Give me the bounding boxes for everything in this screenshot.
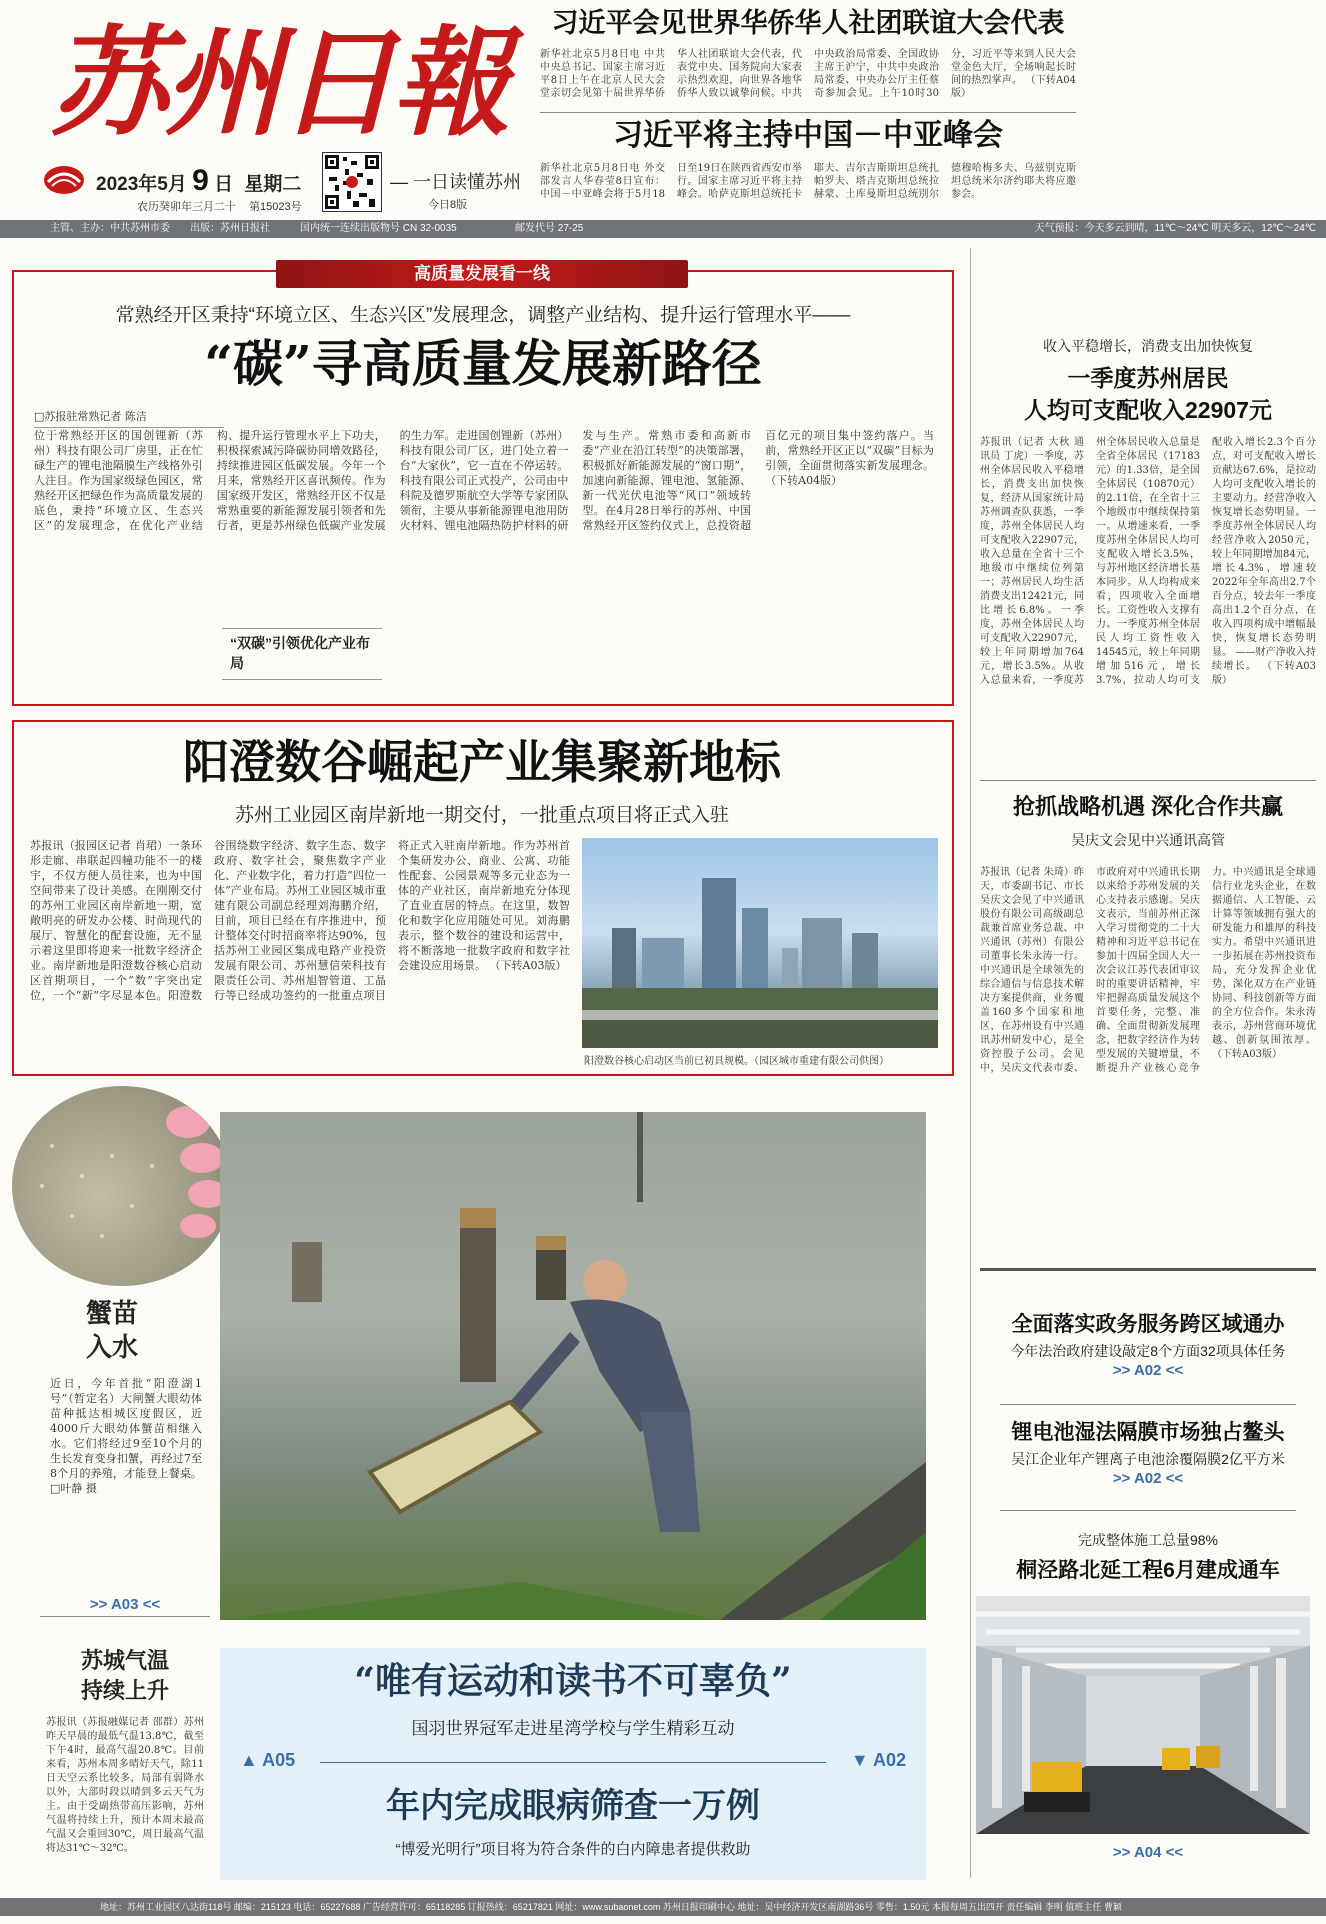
income-body: [980, 436, 1316, 766]
weather-body: 苏报讯（苏报融媒记者 邵群）苏州昨天早晨的最低气温13.8℃，截至下午4时，最高气温20.8℃。目前来看，苏州本周多晴好天气，除11日天空云系比较多，局部有弱降水以外，大部时段以晴到多云天气为主。由于受副热带高压影响，苏州气温将持续上升，预计本周末最高气温又会重回30℃，周日最高气温将达31℃～32℃。: [46, 1717, 204, 1854]
crab-title-line2: 入水: [85, 1332, 138, 1362]
brief-1-title[interactable]: 全面落实政务服务跨区域通办: [1011, 1313, 1285, 1336]
divider: [980, 780, 1316, 781]
brief-2-jump[interactable]: >> A02 <<: [1112, 1470, 1184, 1487]
date-line: [96, 164, 301, 198]
promo-left-jump[interactable]: ▲ A05: [240, 1750, 296, 1770]
brief-2-subtitle: 吴江企业年产锂离子电池涂覆隔膜2亿平方米: [1011, 1451, 1285, 1467]
brief-1[interactable]: [980, 1310, 1316, 1379]
promo-title2[interactable]: 年内完成眼病筛查一万例: [386, 1786, 760, 1826]
feature-banner: [276, 260, 688, 288]
weather-title-line2: 持续上升: [80, 1678, 169, 1703]
crab-title-line1: 蟹苗: [85, 1298, 138, 1328]
top-news-1-body: [540, 48, 1076, 112]
promo-right-jump[interactable]: ▼ A02: [850, 1750, 906, 1770]
income-jump[interactable]: （下转A03版）: [1212, 661, 1316, 686]
yangcheng-caption: 阳澄数谷核心启动区当前已初具规模。（园区城市重建有限公司供图）: [584, 1056, 889, 1067]
page-count: 今日8版: [428, 199, 468, 211]
income-title-line1: 一季度苏州居民: [1067, 365, 1229, 391]
info-cn: 国内统一连续出版物号 CN 32-0035: [300, 223, 457, 234]
qr-code[interactable]: [322, 152, 382, 212]
top-news-1-jump[interactable]: （下转A04版）: [951, 75, 1076, 99]
feature-title[interactable]: “碳”寻高质量发展新路径: [204, 334, 762, 393]
strategic-body-text: 苏报讯（记者 朱琦）昨天，市委副书记、市长吴庆文会见了中兴通讯股份有限公司高级副总裁兼首席业务总裁、中兴通讯（苏州）有限公司董事长朱永涛一行。中兴通讯是全球领先的综合通信与信息技术解决方案提供商，业务覆盖160多个国家和地区，在苏州设有中兴通讯苏州研发中心，是全资控股子公司。会见中，吴庆文代表市委、市政府对中兴通讯长期以来给予苏州发展的关心支持表示感谢。吴庆文表示，当前苏州正深入学习贯彻党的二十大精神和习近平总书记在参加十四届全国人大一次会议江苏代表团审议时的重要讲话精神，牢牢把握高质量发展这个首要任务，完整、准确、全面贯彻新发展理念，把数字经济作为转型发展的关键增量，不断提升产业核心竞争力。中兴通讯是全球通信行业龙头企业，在数据通信、人工智能、云计算等领域拥有强大的研发能力和雄厚的科技实力。希望中兴通讯进一步拓展在苏州投资布局，充分发挥企业优势，深化双方在产业链协同、科技创新等方面的全方位合作。朱永涛表示，苏州营商环境优越、创新氛围浓厚。: [980, 867, 1316, 1074]
feature-kicker: 常熟经开区秉持“环境立区、生态兴区”发展理念，调整产业结构、提升运行管理水平——: [115, 305, 851, 326]
feature-banner-text: 高质量发展看一线: [414, 264, 550, 283]
divider: [980, 1268, 1316, 1271]
crab-title: [52, 1296, 172, 1364]
income-body-text: 苏报讯（记者 大秋 通讯员 丁虎）一季度，苏州全体居民收入平稳增长，消费支出加快恢复，经济从国家统计局苏州调查队获悉，一季度，苏州全体居民人均可支配收入22907元，收入总量在全省十三个地级市中继续位列第一；苏州居民人均生活消费支出12421元，同比增长6.8%。一季度，苏州全体居民人均可支配收入22907元，较上年同期增加764元，增长3.5%。从收入总量来看，一季度苏州全体居民收入总量是全省全体居民（17183元）的1.33倍，是全国全体居民（10870元）的2.11倍，在全省十三个地级市中继续保持第一。从增速来看，一季度苏州全体居民人均可支配收入增长3.5%，与苏州地区经济增长基本同步。从人均构成来看，四项收入全面增长。工资性收入支撑有力。一季度苏州全体居民人均工资性收入14545元，较上年同期增加516元，增长3.7%，拉动人均可支配收入增长2.3个百分点，对可支配收入增长贡献达67.6%，是拉动人均可支配收入增长的主要动力。经营净收入恢复增长态势明显。一季度苏州全体居民人均经营净收入2050元，较上年同期增加84元，增长4.3%，增速较2022年全年高出2.7个百分点，较去年一季度高出1.2个百分点，在收入四项构成中增幅最快，恢复增长态势明显。: [980, 437, 1316, 686]
promo-title2-sub: “博爱光明行”项目将为符合条件的白内障患者提供救助: [395, 1841, 751, 1858]
crab-jump[interactable]: >> A03 <<: [89, 1596, 161, 1613]
yangcheng-body-text: 苏报讯（报园区记者 肖珺）一条环形走廊、串联起四幢功能不一的楼宇，不仅方便人员往来，也为中国空间带来了设计美感。在刚刚交付的苏州工业园区南岸新地一期，宽敞明亮的研发办公楼、时尚现代的展厅、智慧化的配套设施，无不显示着这里即将迎来一批数字经济企业。南岸新地是阳澄数谷核心启动区首期项目，一个“数”字突出定位，一个“新”字尽显本色。阳澄数谷围绕数字经济、数字生态、数字政府、数字社会，聚焦数字产业化、产业数字化，着力打造“四位一体”产业布局。苏州工业园区城市重建有限公司副总经理刘海鹏介绍，目前，项目已经在有序推进中，预计整体交付时招商率将达90%，包括苏州工业园区集成电路产业投资发展有限公司、苏州慧信荣科技有限责任公司、苏州旭智管道、工晶行等已经成功签约的一批重点项目将正式入驻南岸新地。作为苏州首个集研发办公、商业、公寓、功能性配套、公园景观等多元业态为一体的产业社区，南岸新地充分体现了直业直居的特点。在这里，数智化和数字化应用随处可见。刘海鹏表示，整个数谷的建设和运营中，将不断落地一批数字政府和数字社会建设应用场景。: [30, 839, 570, 1002]
yangcheng-photo[interactable]: [582, 838, 938, 1048]
divider: [540, 112, 1076, 113]
feature-subhead: “双碳”引领优化产业布局: [230, 635, 370, 671]
top-news-2-text: 新华社北京5月8日电 外交部发言人华春莹8日宣布：中国－中亚峰会将于5月18日至19日在陕西省西安市举行。国家主席习近平将主持峰会。哈萨克斯坦总统托卡耶夫、吉尔吉斯斯坦总统扎帕罗夫、塔吉克斯坦总统拉赫蒙、土库曼斯坦总统別尔德穆哈梅多夫、乌兹别克斯坦总统米尔济约耶夫将应邀参会。: [540, 163, 1076, 200]
divider: [1000, 1510, 1296, 1511]
top-news-2: [540, 116, 1076, 216]
info-bar: [0, 220, 1326, 238]
income-title-line2: 人均可支配收入22907元: [1024, 397, 1272, 423]
slogan: [390, 168, 521, 194]
promo-rule: [320, 1762, 826, 1763]
lunar-date: 农历癸卯年三月二十: [137, 201, 236, 213]
yangcheng-jump[interactable]: （下转A03版）: [489, 959, 567, 972]
top-news-1-text: 新华社北京5月8日电 中共中央总书记、国家主席习近平8日上午在北京人民大会堂亲切会见第十届世界华侨华人社团联谊大会代表，代表党中央、国务院向大家表示热烈欢迎，向世界各地华侨华人致以诚挚问候。中共中央政治局常委、全国政协主席王沪宁，中共中央政治局常委、中央办公厅主任蔡奇参加会见。上午10时30分，习近平等来到人民大会堂金色大厅，全场响起长时间的热烈掌声。: [540, 49, 1076, 99]
income-signoff: ——财产净收入持续增长。: [1212, 647, 1316, 672]
date-day-suffix: 日: [214, 174, 234, 195]
top-news-2-title[interactable]: 习近平将主持中国－中亚峰会: [613, 119, 1003, 152]
yangcheng-title[interactable]: 阳澄数谷崛起产业集聚新地标: [183, 735, 781, 789]
yangcheng-subtitle: 苏州工业园区南岸新地一期交付，一批重点项目将正式入驻: [234, 805, 729, 826]
strategic-jump[interactable]: （下转A03版）: [1212, 1049, 1282, 1060]
yangcheng-body: [30, 838, 570, 1068]
newspaper-emblem-icon: [42, 162, 86, 196]
info-weather: 天气预报：今天多云到晴，11℃～24℃ 明天多云，12℃～24℃: [1034, 223, 1316, 234]
divider: [1000, 1404, 1296, 1405]
promo-quote-sub: 国羽世界冠军走进星湾学校与学生精彩互动: [411, 1719, 735, 1738]
road-kicker: 完成整体施工总量98%: [1077, 1532, 1219, 1548]
weather-title-line1: 苏城气温: [80, 1648, 169, 1673]
strategic-body: [980, 866, 1316, 1222]
date-day: 9: [192, 164, 209, 197]
logo-text: 苏州日報: [50, 13, 507, 152]
slogan-text: 一日读懂苏州: [413, 172, 522, 192]
top-news-1: [540, 4, 1076, 112]
info-publisher: 出版：苏州日报社: [190, 223, 270, 234]
weather-title[interactable]: [40, 1646, 210, 1706]
brief-2[interactable]: [980, 1418, 1316, 1487]
top-news-1-title[interactable]: 习近平会见世界华侨华人社团联谊大会代表: [551, 8, 1065, 38]
top-news-2-body: [540, 162, 1076, 216]
income-kicker: 收入平稳增长，消费支出加快恢复: [1043, 338, 1253, 354]
info-postal: 邮发代号 27-25: [515, 223, 584, 234]
feature-body-text: 位于常熟经开区的国创锂新（苏州）科技有限公司厂房里，正在忙碌生产的锂电池隔膜生产线格外引人注目。作为国家级绿色园区，常熟经开区把绿色作为高质量发展的底色，秉持“环境立区、生态兴区”的发展理念，在优化产业结构、提升运行管理水平上下功夫，积极探索减污降碳协同增效路径，持续推进园区低碳发展。今年一个月来，常熟经开区喜讯频传。作为国家级开发区，常熟经开区不仅是常熟重要的新能源发展引领者和先行者，更是苏州绿色低碳产业发展的生力军。走进国创锂新（苏州）科技有限公司厂区，进门处立着一台“大家伙”，它一直在不停运转。科技有限公司正式投产，公司由中科院及德罗斯航空大学等专家团队领衔，主要从事新能源锂电池用防火材料、锂电池隔热防护材料的研发与生产。常熟市委和高新市委“产业在沿江转型”的决策部署，积极抓好新能源发展的“窗口期”，加速向新能源、锂电池、氢能源、新一代光伏电池等“风口”领域转型。在4月28日举行的苏州、中国常熟经开区签约仪式上，总投资超百亿元的项目集中签约落户。当前，常熟经开区正以“双碳”目标为引领，全面贯彻落实新发展理念。: [34, 429, 934, 532]
promo-divider: [240, 1750, 906, 1778]
crab-body: 近日，今年首批“阳澄湖1号”（暂定名）大闸蟹大眼幼体苗种抵达相城区度假区，近4000斤大眼幼体蟹苗相继入水。它们将经过9至10个月的生长发育变身扣蟹，再经过7至8个月的养殖，才能登上餐桌。□叶静 摄: [50, 1377, 202, 1495]
date: 2023年5月: [96, 174, 187, 195]
weekday: 星期二: [244, 174, 302, 195]
lunar-line: [137, 198, 302, 214]
crab-inset-photo[interactable]: [12, 1086, 232, 1286]
slogan-dash: —: [390, 172, 408, 192]
strategic-title[interactable]: 抢抓战略机遇 深化合作共赢: [1012, 794, 1284, 819]
road-title[interactable]: 桐泾路北延工程6月建成通车: [1016, 1559, 1280, 1582]
strategic-subtitle: 吴庆文会见中兴通讯高管: [1071, 832, 1225, 848]
footer-text: 地址：苏州工业园区八达街118号 邮编：215123 电话：65227688 广告经营许可：65118285 订报热线：65217821 网址：www.subaonet.com 苏州日报印刷中心 地址：吴中经济开发区南湖路36号 零售：1.50元 本报每周五出四开 责任编辑 李明 值班主任 曹颖: [100, 1902, 1122, 1912]
crab-photo[interactable]: [220, 1112, 926, 1620]
brief-2-title[interactable]: 锂电池湿法隔膜市场独占鳌头: [1011, 1421, 1285, 1444]
footer-bar: [0, 1898, 1326, 1916]
promo-quote[interactable]: “唯有运动和读书不可辜负”: [354, 1660, 792, 1702]
issue-number: 第15023号: [249, 201, 302, 213]
info-sponsor: 主管、主办：中共苏州市委: [50, 223, 170, 234]
road-photo[interactable]: [976, 1596, 1310, 1834]
logo: [50, 8, 507, 158]
income-title[interactable]: [980, 362, 1316, 426]
road-jump[interactable]: >> A04 <<: [1112, 1844, 1184, 1861]
feature-jump[interactable]: （下转A04版）: [765, 474, 843, 487]
divider: [40, 1616, 210, 1617]
brief-1-subtitle: 今年法治政府建设敲定8个方面32项具体任务: [1010, 1343, 1286, 1359]
column-divider: [970, 248, 971, 1878]
feature-body: [34, 428, 934, 700]
brief-1-jump[interactable]: >> A02 <<: [1112, 1362, 1184, 1379]
feature-byline: □苏报驻常熟记者 陈洁: [34, 408, 224, 428]
